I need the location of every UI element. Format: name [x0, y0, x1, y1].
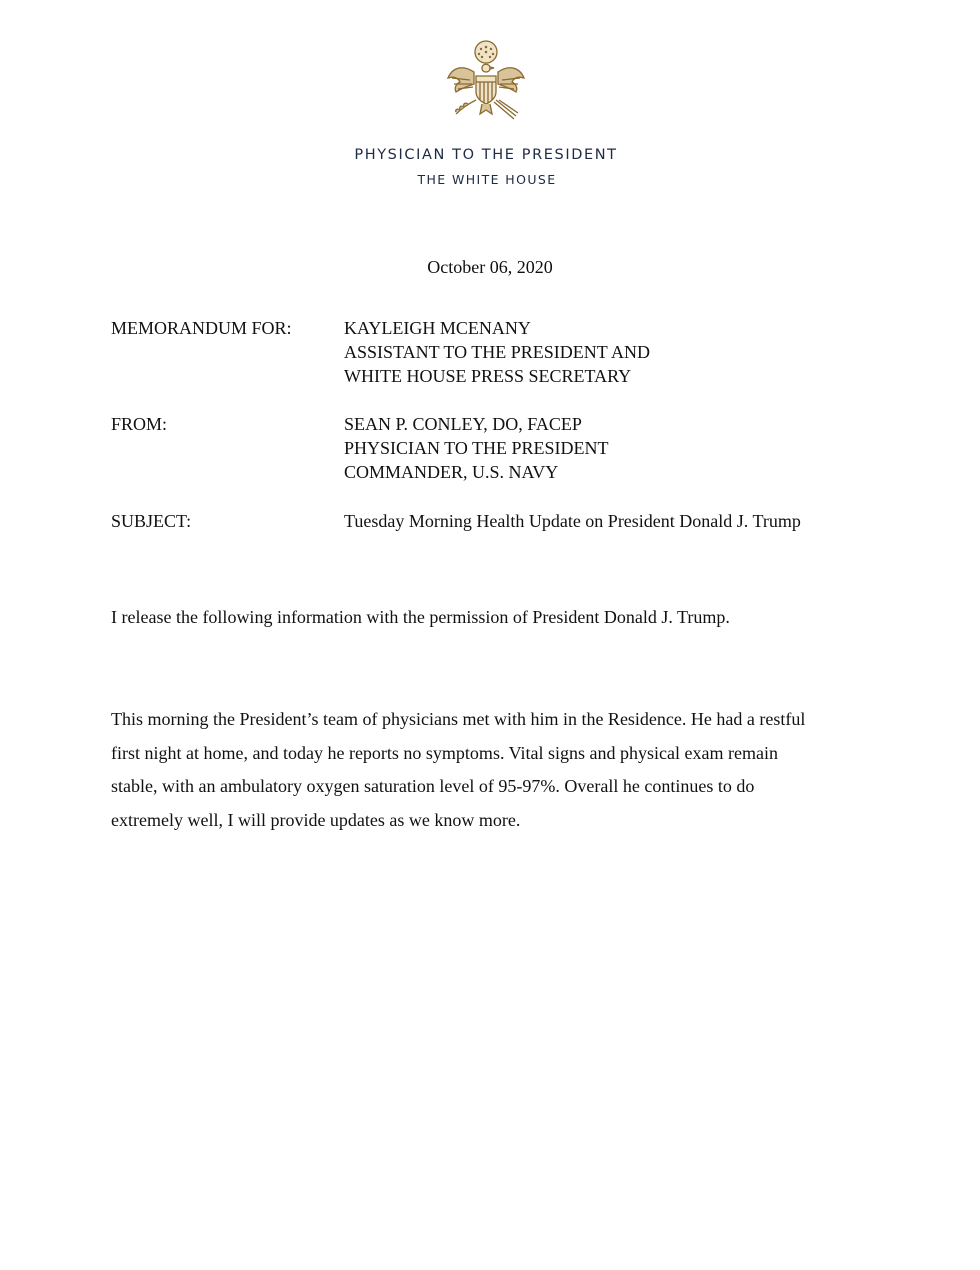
memo-date: October 06, 2020	[427, 257, 553, 277]
memo-for-line: WHITE HOUSE PRESS SECRETARY	[344, 366, 632, 386]
memo-for-label: MEMORANDUM FOR:	[111, 318, 292, 338]
body-line: first night at home, and today he reports no symptoms. Vital signs and physical exam remain	[111, 742, 778, 763]
memo-subject-label: SUBJECT:	[111, 511, 192, 531]
memo-subject-text: Tuesday Morning Health Update on President Donald J. Trump	[344, 511, 801, 531]
memo-from-line: COMMANDER, U.S. NAVY	[344, 462, 559, 482]
body-line: extremely well, I will provide updates as we know more.	[111, 809, 521, 830]
body-line: stable, with an ambulatory oxygen saturation level of 95-97%. Overall he continues to do	[111, 776, 755, 796]
memo-from-line: SEAN P. CONLEY, DO, FACEP	[344, 414, 582, 434]
memo-for-line: KAYLEIGH MCENANY	[344, 318, 531, 338]
memo-from-label: FROM:	[111, 414, 168, 434]
body-line: This morning the President’s team of physicians met with him in the Residence. He had a restful	[111, 709, 806, 729]
body-paragraph-update	[111, 703, 881, 837]
memo-for-line: ASSISTANT TO THE PRESIDENT AND	[344, 342, 650, 362]
memo-from-line: PHYSICIAN TO THE PRESIDENT	[344, 438, 609, 458]
letterhead-title: PHYSICIAN TO THE PRESIDENT	[354, 147, 618, 163]
body-paragraph-permission: I release the following information with the permission of President Donald J. Trump.	[111, 607, 730, 627]
letterhead-subtitle: THE WHITE HOUSE	[417, 172, 557, 187]
presidential-seal-icon	[444, 38, 528, 128]
memo-from-sender	[344, 412, 609, 484]
memo-for-recipient	[344, 316, 650, 388]
memo-subject	[344, 509, 801, 533]
